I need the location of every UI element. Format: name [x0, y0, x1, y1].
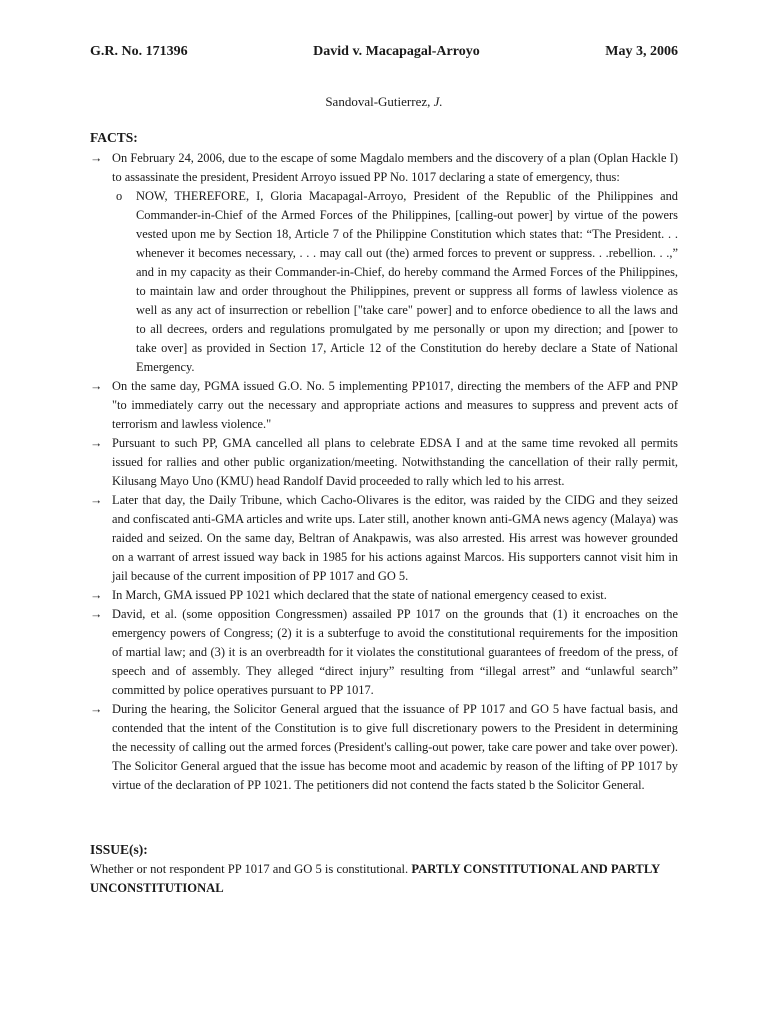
fact-text: Pursuant to such PP, GMA cancelled all plans to celebrate EDSA I and at the same time revoked all permits issued for rallies and other public organization/meeting. Notwithstanding the cancellation of their rally permit, Kilusang Mayo Uno (KMU) head Randolf David proceeded to rally which led to his arrest.: [112, 436, 678, 488]
bullet-icon: o: [116, 189, 123, 203]
decision-date: May 3, 2006: [605, 44, 678, 59]
fact-text: In March, GMA issued PP 1021 which declared that the state of national emergency ceased to exist.: [112, 588, 607, 602]
fact-item: [90, 377, 678, 434]
arrow-icon: →: [90, 588, 103, 602]
issue-body: [90, 860, 678, 898]
fact-item: [90, 586, 678, 605]
arrow-icon: →: [90, 379, 103, 393]
fact-text: David, et al. (some opposition Congressmen) assailed PP 1017 on the grounds that (1) it encroaches on the emergency powers of Congress; (2) it is a subterfuge to avoid the constitutional requirements for the imposition of martial law; and (3) it is an overbreadth for it violates the constitutional guarantees of freedom of the press, of speech and of assembly. They alleged “direct injury” resulting from “illegal arrest” and “unlawful search” committed by police operatives pursuant to PP 1017.: [112, 607, 678, 697]
case-header: [90, 44, 678, 60]
facts-heading: FACTS:: [90, 130, 138, 145]
arrow-icon: →: [90, 702, 103, 716]
proclamation-quote: [90, 187, 678, 377]
fact-item: [90, 149, 678, 187]
facts-list: [90, 149, 678, 795]
fact-text: During the hearing, the Solicitor General argued that the issuance of PP 1017 and GO 5 have factual basis, and contended that the intent of the Constitution is to give full discretionary powers to the President in determining the necessity of calling out the armed forces (President's calling-out power, take care power and take over power). The Solicitor General argued that the issue has become moot and academic by reason of the lifting of PP 1017 by virtue of the declaration of PP 1021. The petitioners did not contend the facts stated b the Solicitor General.: [112, 702, 678, 792]
fact-text: On February 24, 2006, due to the escape of some Magdalo members and the discovery of a plan (Oplan Hackle I) to assassinate the president, President Arroyo issued PP No. 1017 declaring a state of emergency, thus:: [112, 151, 678, 184]
arrow-icon: →: [90, 151, 103, 165]
case-title: David v. Macapagal-Arroyo: [313, 44, 480, 59]
issue-ruling: PARTLY CONSTITUTIONAL AND PARTLY UNCONSTITUTIONAL: [90, 862, 660, 895]
arrow-icon: →: [90, 607, 103, 621]
ponente-suffix: J.: [433, 94, 443, 109]
ponente: [0, 94, 768, 110]
arrow-icon: →: [90, 493, 103, 507]
fact-item: [90, 491, 678, 586]
fact-item: [90, 434, 678, 491]
issue-heading: ISSUE(s):: [90, 842, 148, 857]
gr-number: G.R. No. 171396: [90, 44, 188, 59]
fact-item: [90, 700, 678, 795]
quote-text: NOW, THEREFORE, I, Gloria Macapagal-Arroyo, President of the Republic of the Philippines and Commander-in-Chief of the Armed Forces of the Philippines, [calling-out power] by virtue of the powers vested upon me by Section 18, Article 7 of the Philippine Constitution which states that: “The President. . . whenever it becomes necessary, . . . may call out (the) armed forces to prevent or suppress. . .rebellion. . .,” and in my capacity as their Commander-in-Chief, do hereby command the Armed Forces of the Philippines, to maintain law and order throughout the Philippines, prevent or suppress all forms of lawless violence as well as any act of insurrection or rebellion ["take care" power] and to enforce obedience to all the laws and to all decrees, orders and regulations promulgated by me personally or upon my direction; and [power to take over] as provided in Section 17, Article 12 of the Constitution do hereby declare a State of National Emergency.: [136, 189, 678, 374]
fact-item: [90, 605, 678, 700]
issue-question: Whether or not respondent PP 1017 and GO 5 is constitutional.: [90, 862, 409, 876]
ponente-name: Sandoval-Gutierrez,: [325, 94, 431, 109]
fact-text: Later that day, the Daily Tribune, which Cacho-Olivares is the editor, was raided by the CIDG and they seized and confiscated anti-GMA articles and write ups. Later still, another known anti-GMA news agency (Malaya) was raided and seized. On the same day, Beltran of Anakpawis, was also arrested. His arrest was however grounded on a warrant of arrest issued way back in 1985 for his actions against Marcos. His supporters cannot visit him in jail because of the current imposition of PP 1017 and GO 5.: [112, 493, 679, 583]
fact-text: On the same day, PGMA issued G.O. No. 5 implementing PP1017, directing the members of the AFP and PNP "to immediately carry out the necessary and appropriate actions and measures to suppress and prevent acts of terrorism and lawless violence.": [112, 379, 678, 431]
arrow-icon: →: [90, 436, 103, 450]
